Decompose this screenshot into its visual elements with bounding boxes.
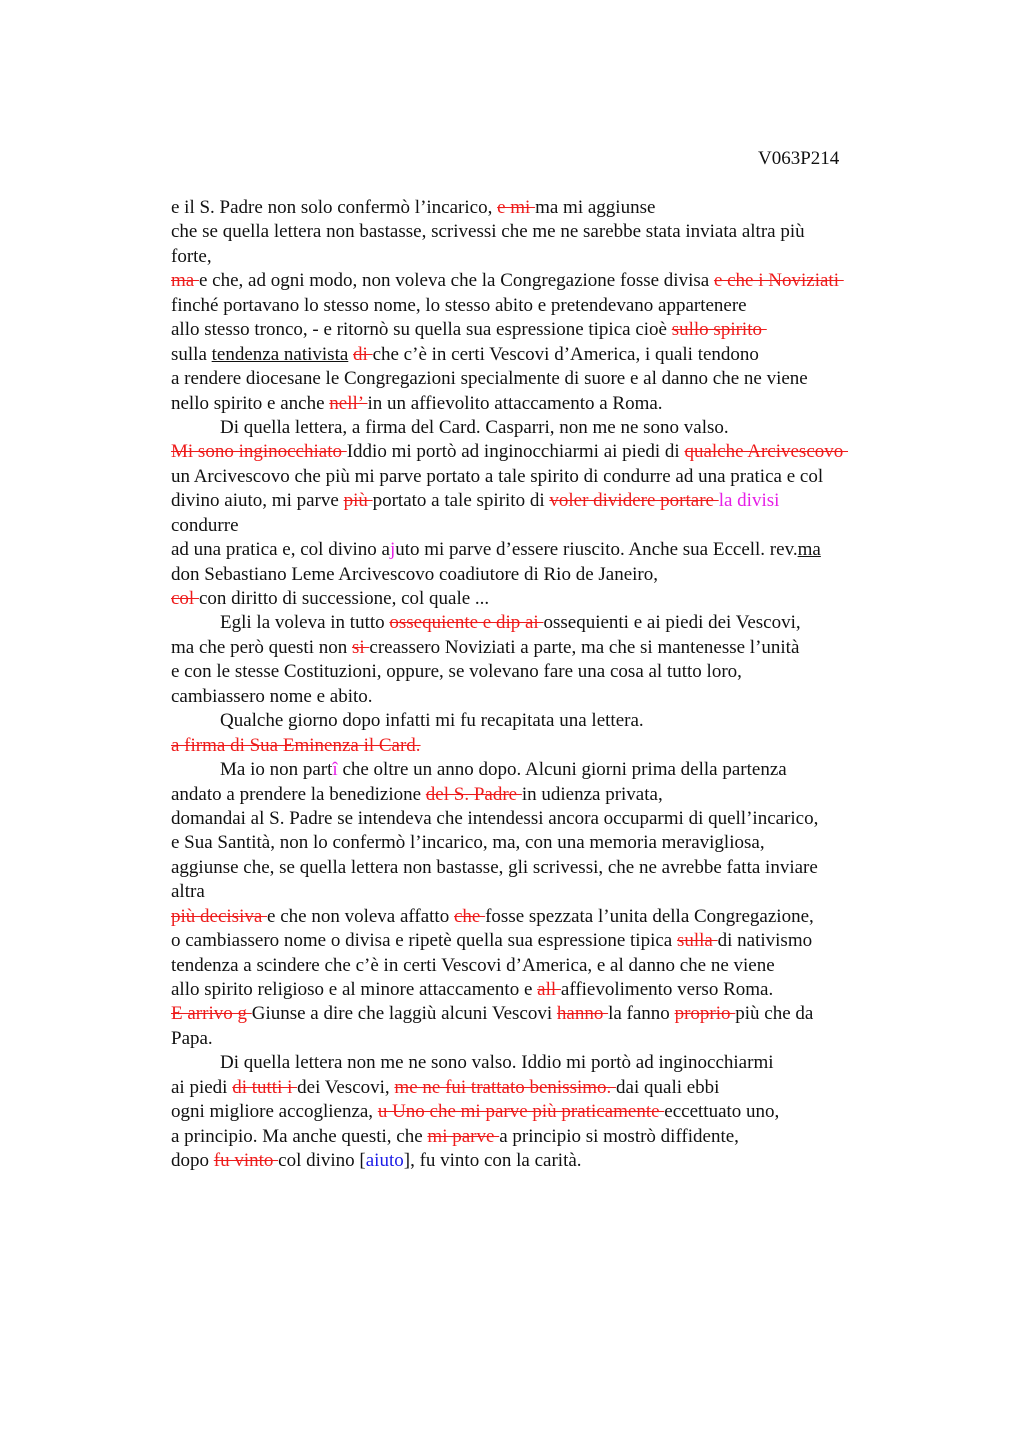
deleted-text: u Uno che mi parve più praticamente: [377, 1101, 665, 1123]
text-segment: ai piedi: [171, 1076, 233, 1098]
text-segment: domandai al S. Padre se intendeva che intendessi ancora occuparmi di quell’incarico,: [171, 807, 819, 829]
text-segment: un Arcivescovo che più mi parve portato a tale spirito di condurre ad una pratica e col: [171, 465, 824, 487]
text-segment: la fanno: [608, 1003, 675, 1025]
editorial-insertion: aiuto: [365, 1150, 404, 1172]
text-segment: in un affievolito attaccamento a Roma.: [367, 392, 663, 414]
text-line: [171, 343, 931, 367]
deleted-text: ossequiente e dip ai: [389, 612, 544, 634]
text-segment: uto mi parve d’essere riuscito. Anche sua Eccell. rev.: [395, 539, 798, 561]
text-line: [171, 880, 931, 904]
text-line: [171, 1076, 931, 1100]
text-line: [171, 392, 931, 416]
text-segment: in udienza privata,: [521, 783, 663, 805]
text-segment: don Sebastiano Leme Arcivescovo coadiutore di Rio de Janeiro,: [171, 563, 659, 585]
text-line: [171, 465, 931, 489]
deleted-text: si: [351, 636, 370, 658]
deleted-text: sullo spirito: [671, 319, 767, 341]
text-segment: più che da: [735, 1003, 814, 1025]
text-segment: portato a tale spirito di: [372, 490, 550, 512]
text-line: [171, 856, 931, 880]
text-segment: che oltre un anno dopo. Alcuni giorni prima della partenza: [337, 759, 787, 781]
text-line: [171, 978, 931, 1002]
text-segment: dei Vescovi,: [297, 1076, 395, 1098]
text-line: [171, 245, 931, 269]
deleted-text: col: [171, 588, 199, 609]
text-segment: o cambiassero nome o divisa e ripetè quella sua espressione tipica: [171, 930, 677, 952]
text-segment: allo stesso tronco, - e ritornò su quella sua espressione tipica cioè: [171, 319, 672, 341]
manuscript-transcription: [171, 196, 931, 1174]
deleted-text: di: [353, 343, 373, 365]
deleted-text: nell’: [329, 392, 368, 414]
text-line: [171, 367, 931, 391]
text-line: [171, 783, 931, 807]
text-segment: Di quella lettera non me ne sono valso. Iddio mi portò ad inginocchiarmi: [220, 1052, 774, 1074]
text-segment: col divino [: [278, 1150, 366, 1172]
underlined-text: tendenza nativista: [211, 343, 349, 365]
text-segment: tendenza a scindere che c’è in certi Vescovi d’America, e al danno che ne viene: [171, 954, 775, 976]
text-segment: finché portavano lo stesso nome, lo stesso abito e pretendevano appartenere: [171, 294, 747, 316]
text-segment: nello spirito e anche: [171, 392, 330, 414]
deleted-text: a firma di Sua Eminenza il Card.: [171, 734, 421, 756]
text-line: [171, 685, 931, 709]
text-line: [171, 929, 931, 953]
deleted-text: all: [537, 979, 561, 1000]
text-line: [171, 563, 931, 587]
text-line: [171, 758, 931, 782]
inserted-text: î: [332, 759, 338, 781]
deleted-text: mi parve: [427, 1125, 500, 1147]
text-segment: ad una pratica e, col divino a: [171, 539, 390, 561]
text-line: [171, 416, 931, 440]
text-segment: ossequienti e ai piedi dei Vescovi,: [543, 612, 801, 634]
text-segment: altra: [171, 881, 205, 903]
deleted-text: più decisiva: [171, 905, 268, 927]
text-segment: ogni migliore accoglienza,: [171, 1101, 378, 1123]
text-line: [171, 587, 931, 611]
text-segment: creassero Noviziati a parte, ma che si mantenesse l’unità: [369, 636, 800, 658]
text-segment: forte,: [171, 245, 212, 267]
text-segment: allo spirito religioso e al minore attaccamento e: [171, 979, 538, 1000]
text-segment: di nativismo: [717, 930, 813, 952]
text-line: [171, 220, 931, 244]
deleted-text: più: [343, 490, 373, 512]
text-segment: fosse spezzata l’unita della Congregazione,: [485, 905, 814, 927]
deleted-text: del S. Padre: [425, 783, 522, 805]
text-line: [171, 538, 931, 562]
text-segment: Giunse a dire che laggiù alcuni Vescovi: [251, 1003, 557, 1025]
text-line: [171, 1051, 931, 1075]
text-line: [171, 440, 931, 464]
deleted-text: ma: [171, 270, 199, 292]
text-segment: e con le stesse Costituzioni, oppure, se volevano fare una cosa al tutto loro,: [171, 661, 742, 683]
inserted-text: j: [389, 539, 396, 561]
text-segment: Papa.: [171, 1027, 213, 1049]
text-segment: cambiassero nome e abito.: [171, 685, 373, 707]
deleted-text: che: [453, 905, 486, 927]
text-segment: ma che però questi non: [171, 636, 352, 658]
deleted-text: fu vinto: [213, 1150, 279, 1172]
text-line: [171, 611, 931, 635]
text-segment: e Sua Santità, non lo confermò l’incarico, ma, con una memoria meravigliosa,: [171, 832, 765, 854]
deleted-text: Mi sono inginocchiato: [171, 441, 347, 463]
deleted-text: qualche Arcivescovo: [684, 441, 849, 463]
deleted-text: sulla: [676, 930, 718, 952]
deleted-text: voler dividere portare: [549, 490, 719, 512]
text-line: [171, 660, 931, 684]
text-segment: condurre: [171, 514, 239, 536]
text-line: [171, 954, 931, 978]
text-line: [171, 709, 931, 733]
text-segment: eccettuato uno,: [664, 1101, 780, 1123]
deleted-text: E arrivo g: [171, 1003, 252, 1025]
text-segment: e il S. Padre non solo confermò l’incarico,: [171, 197, 498, 218]
text-line: [171, 905, 931, 929]
text-segment: che se quella lettera non bastasse, scrivessi che me ne sarebbe stata inviata altra più: [171, 221, 805, 243]
text-segment: ma mi aggiunse: [535, 197, 656, 218]
text-segment: Egli la voleva in tutto: [220, 612, 390, 634]
text-line: [171, 294, 931, 318]
text-line: [171, 1002, 931, 1026]
text-segment: a principio si mostrò diffidente,: [499, 1125, 739, 1147]
deleted-text: e mi: [497, 197, 536, 218]
text-segment: Ma io non part: [220, 759, 333, 781]
text-segment: a rendere diocesane le Congregazioni specialmente di suore e al danno che ne viene: [171, 368, 808, 390]
text-segment: aggiunse che, se quella lettera non bastasse, gli scrivessi, che ne avrebbe fatta inviare: [171, 856, 818, 878]
text-segment: Iddio mi portò ad inginocchiarmi ai piedi di: [346, 441, 685, 463]
underlined-text: ma: [797, 539, 821, 561]
text-line: [171, 318, 931, 342]
inserted-text: la divisi: [718, 490, 780, 512]
text-segment: affievolimento verso Roma.: [560, 979, 774, 1000]
text-line: [171, 514, 931, 538]
text-line: [171, 636, 931, 660]
text-segment: andato a prendere la benedizione: [171, 783, 426, 805]
text-segment: e che non voleva affatto: [267, 905, 454, 927]
text-segment: dopo: [171, 1150, 214, 1172]
text-segment: a principio. Ma anche questi, che: [171, 1125, 428, 1147]
text-line: [171, 196, 931, 220]
text-segment: con diritto di successione, col quale ...: [198, 588, 490, 609]
page-identifier: V063P214: [758, 148, 840, 169]
text-segment: Qualche giorno dopo infatti mi fu recapitata una lettera.: [220, 710, 644, 732]
text-segment: che c’è in certi Vescovi d’America, i quali tendono: [372, 343, 759, 365]
text-line: [171, 734, 931, 758]
text-line: [171, 1027, 931, 1051]
deleted-text: hanno: [556, 1003, 609, 1025]
text-line: [171, 1149, 931, 1173]
text-line: [171, 831, 931, 855]
deleted-text: e che i Noviziati: [713, 270, 844, 292]
text-segment: dai quali ebbi: [616, 1076, 720, 1098]
text-segment: ], fu vinto con la carità.: [403, 1150, 582, 1172]
text-segment: sulla: [171, 343, 212, 365]
text-line: [171, 1125, 931, 1149]
text-line: [171, 807, 931, 831]
deleted-text: di tutti i: [232, 1076, 298, 1098]
text-segment: divino aiuto, mi parve: [171, 490, 344, 512]
text-line: [171, 269, 931, 293]
deleted-text: me ne fui trattato benissimo.: [394, 1076, 617, 1098]
text-line: [171, 489, 931, 513]
text-line: [171, 1100, 931, 1124]
text-segment: Di quella lettera, a firma del Card. Casparri, non me ne sono valso.: [220, 416, 729, 438]
text-segment: e che, ad ogni modo, non voleva che la Congregazione fosse divisa: [198, 270, 714, 292]
deleted-text: proprio: [674, 1003, 736, 1025]
